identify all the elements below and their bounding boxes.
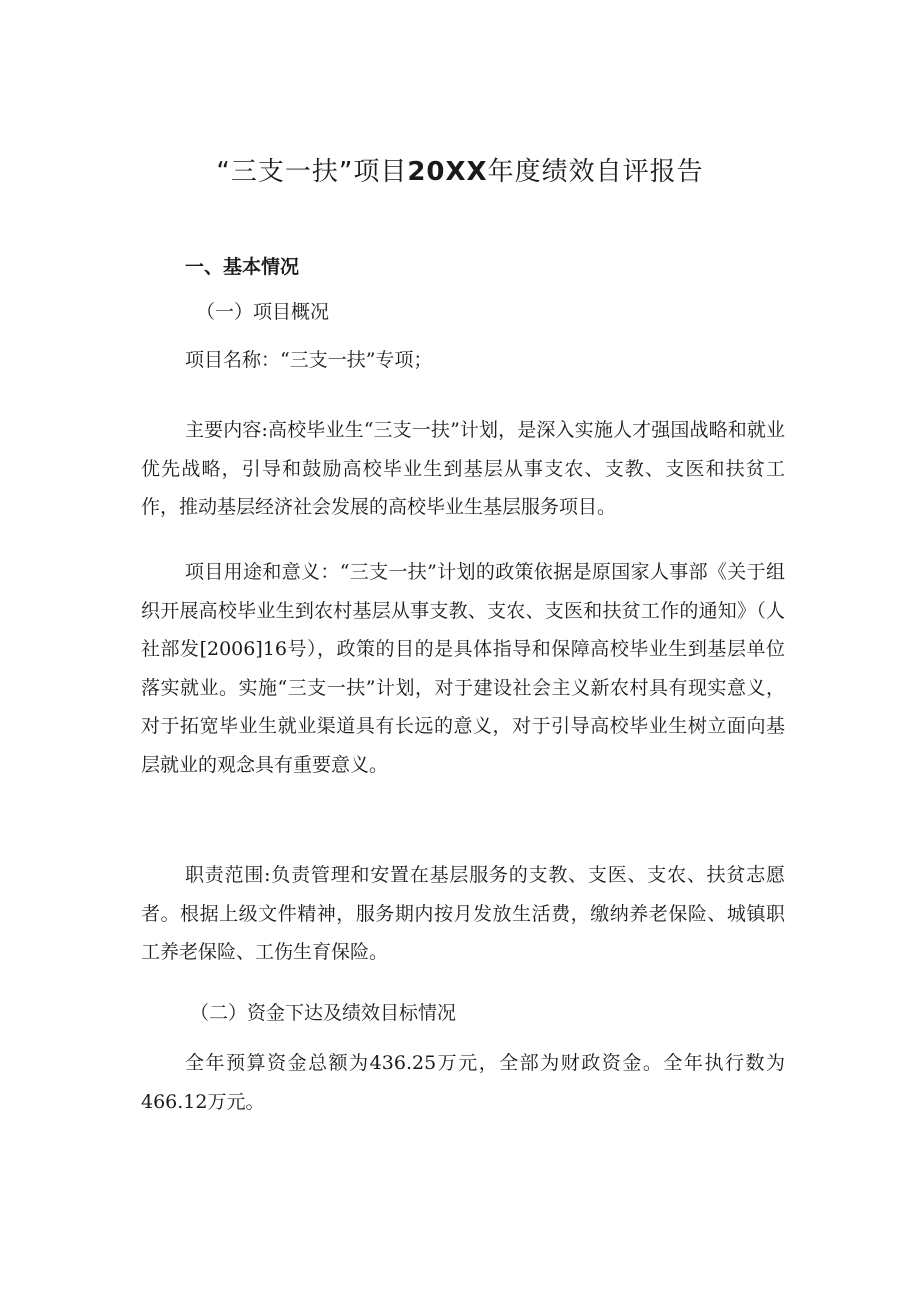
title-year: 20XX — [407, 157, 488, 187]
responsibility-paragraph: 职责范围:负责管理和安置在基层服务的支教、支医、支农、扶贫志愿者。根据上级文件精神，服务期内按月发放生活费，缴纳养老保险、城镇职工养老保险、工伤生育保险。 — [141, 864, 785, 963]
section-heading-basic-info: 一、基本情况 — [185, 256, 300, 278]
document-title — [0, 148, 920, 196]
title-prefix: “三支一扶”项目 — [216, 157, 408, 187]
title-suffix: 年度绩效自评报告 — [487, 157, 704, 187]
subsection-heading-funds: （二）资金下达及绩效目标情况 — [190, 1002, 457, 1024]
funds-paragraph: 全年预算资金总额为436.25万元，全部为财政资金。全年执行数为466.12万元。 — [141, 1052, 785, 1113]
purpose-paragraph: 项目用途和意义：“三支一扶”计划的政策依据是原国家人事部《关于组织开展高校毕业生到农村基层从事支教、支农、支医和扶贫工作的通知》（人社部发[2006]16号），政策的目的是具体指导和保障高校毕业生到基层单位落实就业。实施“三支一扶”计划，对于建设社会主义新农村具有现实意义，对于拓宽毕业生就业渠道具有长远的意义，对于引导高校毕业生树立面向基层就业的观念具有重要意义。 — [141, 561, 785, 776]
subsection-heading-project-overview: （一）项目概况 — [196, 301, 330, 323]
project-name-line: 项目名称：“三支一扶”专项； — [185, 349, 433, 371]
main-content-paragraph: 主要内容:高校毕业生“三支一扶”计划，是深入实施人才强国战略和就业优先战略，引导和鼓励高校毕业生到基层从事支农、支教、支医和扶贫工作，推动基层经济社会发展的高校毕业生基层服务项目。 — [141, 419, 785, 518]
